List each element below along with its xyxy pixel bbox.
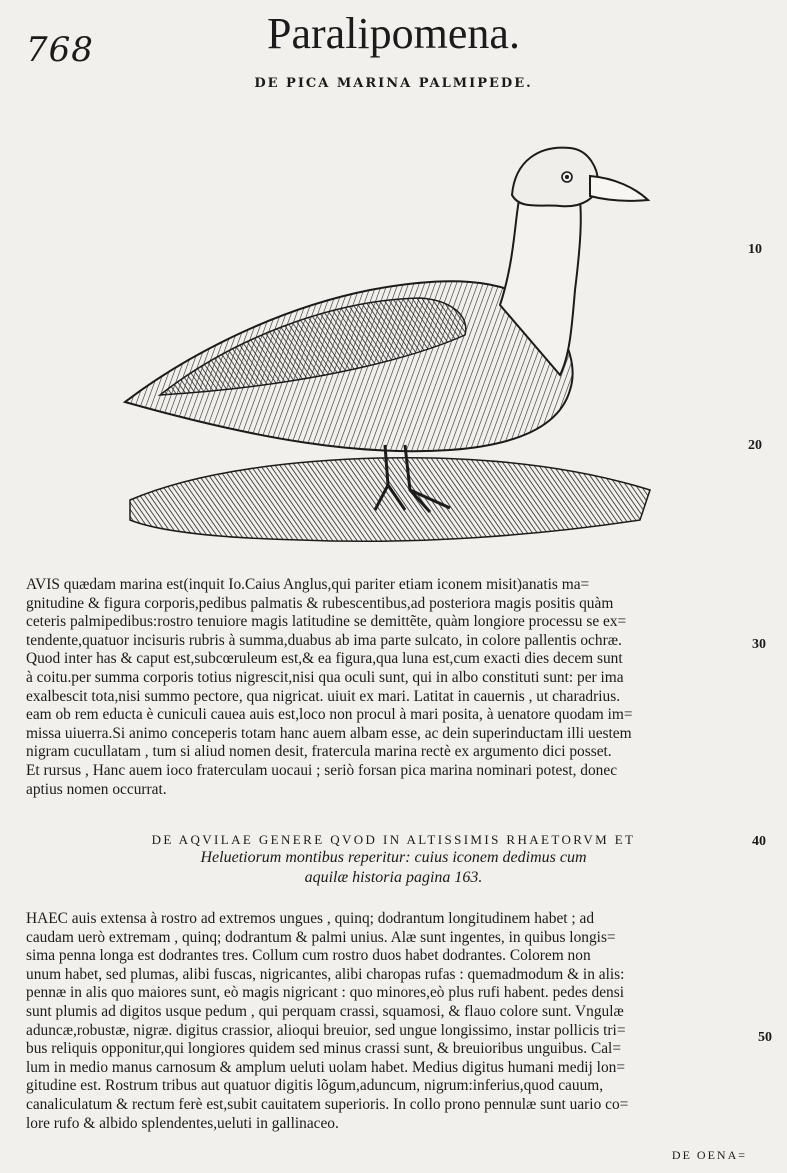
margin-number: 20 <box>748 438 762 453</box>
text-line: missa uiuerra.Si animo conceperis totam hanc auem albam esse, ac dein superinductam illi uestem <box>26 724 632 742</box>
text-line: Quod inter has & caput est,subcœruleum est,& ea figura,qua luna est,cum exacti dies decem sunt <box>26 650 623 668</box>
text-line: lum in medio manus carnosum & amplum ueluti uolam habet. Medius digitus humani medij lon= <box>26 1058 626 1076</box>
text-line: bus reliquis opponitur,qui longiores quidem sed minus crassi sunt, & breuioribus unguibus. Cal= <box>26 1040 622 1058</box>
text-line: aduncæ,robustæ, nigræ. digitus crassior, alioqui breuior, sed ungue longissimo, instar pollicis tri= <box>26 1021 626 1039</box>
text-line: gnitudine & figura corporis,pedibus palmatis & rubescentibus,ad posteriora magis positis quàm <box>26 594 614 612</box>
text-line: gitudine est. Rostrum tribus aut quatuor digitis lõgum,aduncum, nigrum:inferius,quod cauum, <box>26 1077 604 1095</box>
heading-caps-line: DE AQVILAE GENERE QVOD IN ALTISSIMIS RHAETORVM ET <box>151 832 636 847</box>
text-line: sunt plumis ad digitos usque pedum , qui perquam crassi, squamosi, & flauo colore sunt. Vngulæ <box>26 1002 624 1020</box>
bird-woodcut-illustration <box>120 140 660 560</box>
text-line: HAEC auis extensa à rostro ad extremos ungues , quinq; dodrantum longitudinem habet ; ad <box>26 910 595 927</box>
text-line: sima penna longa est dodrantes tres. Collum cum rostro duos habet dodrantes. Colorem non <box>26 947 591 965</box>
text-line: ceteris palmipedibus:rostro tenuiore magis latitudine se demittẽte, quàm longiore processu se ex= <box>26 613 627 631</box>
margin-number: 10 <box>748 242 762 257</box>
margin-number: 30 <box>752 637 766 652</box>
text-line: nigram cucullatam , tum si aliud nomen desit, fratercula marina rectè ex argumento dici posset. <box>26 743 612 761</box>
text-line: Et rursus , Hanc auem ioco fraterculam uocaui ; seriò forsan pica marina nominari potest, donec <box>26 761 618 779</box>
catchword: DE OENA= <box>671 1148 747 1162</box>
text-line: caudam uerò extremam , quinq; dodrantum & palmi unius. Alæ sunt ingentes, in quibus longis= <box>26 928 616 946</box>
paragraph-aquila <box>26 910 761 1133</box>
text-line: AVIS quædam marina est(inquit Io.Caius Anglus,qui pariter etiam iconem misit)anatis ma= <box>26 576 590 593</box>
section-title: DE PICA MARINA PALMIPEDE. <box>254 76 533 91</box>
text-line: aptius nomen occurrat. <box>26 780 167 798</box>
margin-number: 40 <box>752 834 766 849</box>
heading-italic-line: aquilæ historia pagina 163. <box>304 869 483 886</box>
section-heading-aquila <box>0 832 787 888</box>
text-line: unum habet, sed plumas, alibi fuscas, nigricantes, alibi charopas rufas : quemadmodum & in alis: <box>26 965 625 983</box>
paragraph-pica-marina <box>26 576 761 799</box>
margin-number: 50 <box>758 1030 772 1045</box>
text-line: eam ob rem educta è cuniculi cauea auis est,loco non procul à mari posita, à uenatore quodam im= <box>26 706 633 724</box>
heading-italic-line: Heluetiorum montibus reperitur: cuius iconem dedimus cum <box>200 849 587 866</box>
running-head: Paralipomena. <box>267 9 520 58</box>
text-line: lore rufo & albido splendentes,ueluti in gallinaceo. <box>26 1114 339 1132</box>
page-number: 768 <box>26 30 94 70</box>
text-line: à coitu.per summa corporis totius nigrescit,nisi qua oculi sunt, qui in albo constituti sunt: per ima <box>26 668 624 686</box>
text-line: exalbescit tota,nisi summo pectore, qua nigricat. uiuit ex mari. Latitat in cauernis , ut charadrius. <box>26 687 621 705</box>
text-line: tendente,quatuor incisuris rubris à summa,duabus ab ima parte sulcato, in colore pallentis ochræ. <box>26 631 622 649</box>
text-line: pennæ in alis quo maiores sunt, eò magis nigricant : quo minores,eò plus rufi habent. pedes densi <box>26 984 624 1002</box>
text-line: canaliculatum & rectum ferè est,subit cauitatem superioris. In collo prono pennulæ sunt uario co= <box>26 1095 629 1113</box>
